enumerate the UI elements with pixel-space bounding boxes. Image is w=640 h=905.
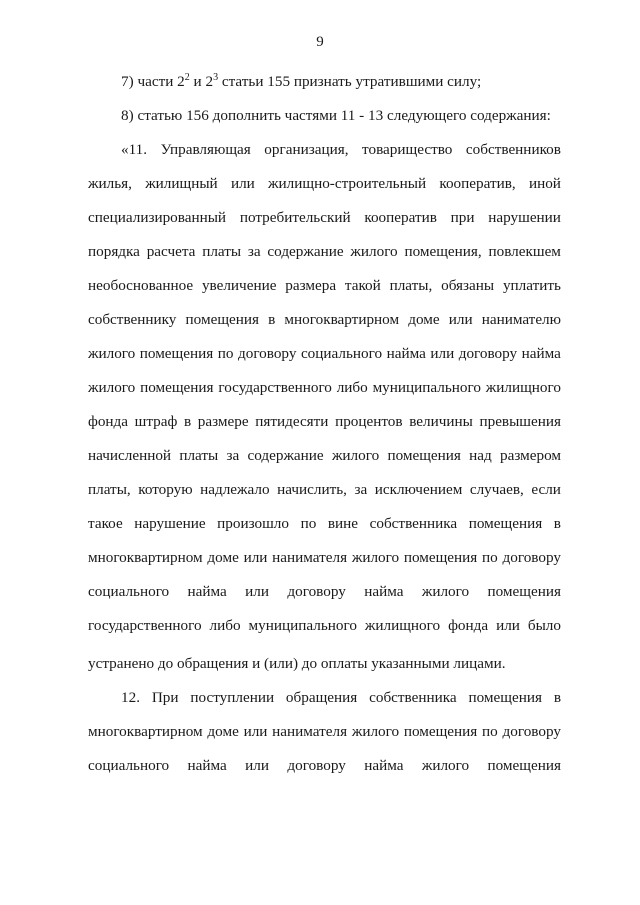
- word: помещения: [468, 689, 542, 706]
- word: Управляющая: [160, 141, 251, 158]
- word: многоквартирном: [284, 311, 400, 328]
- word: нанимателя: [272, 549, 348, 566]
- word: платы: [202, 243, 242, 260]
- word: по: [300, 515, 317, 532]
- paragraph-11-last-line: устранено до обращения и (или) до оплаты указанными лицами.: [88, 655, 506, 672]
- word: помещения: [139, 345, 214, 362]
- word: надлежало: [200, 481, 270, 498]
- word: помещения: [403, 723, 478, 740]
- word: кооператив: [364, 209, 437, 226]
- word: многоквартирном: [88, 723, 203, 740]
- word: по: [217, 345, 234, 362]
- text-line: [121, 140, 561, 160]
- word: такой: [344, 277, 381, 294]
- word: жилья,: [88, 175, 132, 192]
- word: найма: [386, 345, 426, 362]
- word: доме: [207, 549, 239, 566]
- word: такое: [88, 515, 123, 532]
- word: содержание: [247, 447, 324, 464]
- word: жилого: [351, 549, 400, 566]
- word: доме: [408, 311, 440, 328]
- word: или: [243, 723, 268, 740]
- text-line: [88, 412, 561, 432]
- word: «11.: [121, 141, 148, 158]
- text-line: [88, 548, 561, 568]
- word: фонда: [88, 413, 129, 430]
- word: обращения: [285, 689, 358, 706]
- word: жилого: [350, 243, 398, 260]
- word: договору: [458, 345, 518, 362]
- word: необоснованное: [88, 277, 194, 294]
- text-line: [88, 378, 561, 398]
- word: договору: [238, 345, 297, 362]
- word: нарушение: [134, 515, 206, 532]
- word: или: [448, 311, 473, 328]
- word: превышения: [479, 413, 561, 430]
- word: платы,: [88, 481, 131, 498]
- word: по: [482, 549, 498, 566]
- word: или: [245, 583, 270, 600]
- word: за: [247, 243, 261, 260]
- word: увеличение: [201, 277, 277, 294]
- word: кооператив,: [439, 175, 516, 192]
- word: если: [531, 481, 561, 498]
- text-line: [88, 722, 561, 742]
- word: по: [482, 723, 498, 740]
- word: нанимателя: [272, 723, 348, 740]
- word: платы: [179, 447, 219, 464]
- word: процентов: [335, 413, 403, 430]
- word: потребительский: [239, 209, 351, 226]
- word: помещения,: [404, 243, 482, 260]
- word: помещения: [185, 311, 259, 328]
- text-line: [88, 242, 561, 262]
- word: штраф: [134, 413, 178, 430]
- word: начисленной: [88, 447, 172, 464]
- word: в: [553, 515, 561, 532]
- word: вине: [327, 515, 359, 532]
- word: жилого: [421, 757, 470, 774]
- word: специализированный: [88, 209, 227, 226]
- word: поступлении: [190, 689, 275, 706]
- word: в: [553, 689, 561, 706]
- word: либо: [336, 379, 368, 396]
- word: фонда: [448, 617, 489, 634]
- word: платы,: [389, 277, 433, 294]
- text-line: [88, 344, 561, 364]
- word: жилищный: [145, 175, 218, 192]
- word: найма: [187, 757, 227, 774]
- word: При: [151, 689, 179, 706]
- word: в: [268, 311, 276, 328]
- word: или: [230, 175, 255, 192]
- text-line: [88, 208, 561, 228]
- word: помещения: [487, 583, 561, 600]
- word: жилищно-строительный: [268, 175, 427, 192]
- word: государственного: [88, 617, 202, 634]
- word: многоквартирном: [88, 549, 203, 566]
- word: или: [243, 549, 268, 566]
- word: собственнику: [88, 311, 177, 328]
- word: начислить,: [277, 481, 347, 498]
- word: договору: [287, 757, 346, 774]
- word: повлекшем: [488, 243, 561, 260]
- word: случаев,: [469, 481, 524, 498]
- word: расчета: [146, 243, 196, 260]
- word: социального: [88, 583, 170, 600]
- word: обязаны: [441, 277, 495, 294]
- word: пятидесяти: [255, 413, 329, 430]
- word: жилого: [331, 447, 380, 464]
- word: жилого: [351, 723, 400, 740]
- word: помещения: [387, 447, 461, 464]
- word: муниципального: [248, 617, 357, 634]
- word: которую: [138, 481, 193, 498]
- text-line: [88, 276, 561, 296]
- word: собственника: [369, 515, 458, 532]
- word: государственного: [218, 379, 332, 396]
- word: собственников: [465, 141, 561, 158]
- word: произошло: [217, 515, 289, 532]
- word: в: [183, 413, 192, 430]
- word: нанимателю: [481, 311, 561, 328]
- word: размера: [285, 277, 337, 294]
- word: найма: [187, 583, 227, 600]
- word: социального: [88, 757, 170, 774]
- word: организация,: [264, 141, 349, 158]
- word: 12.: [121, 689, 140, 706]
- text-line: [88, 480, 561, 500]
- word: найма: [364, 757, 404, 774]
- page-number: 9: [316, 34, 324, 50]
- text-line: [88, 582, 561, 602]
- word: социального: [300, 345, 383, 362]
- item-7: 7) части $2^2$ и $2^3$ статьи 155 признать утратившими силу;: [121, 71, 482, 90]
- word: помещения: [403, 549, 478, 566]
- word: помещения: [468, 515, 543, 532]
- text-line: [88, 514, 561, 534]
- word: или: [430, 345, 455, 362]
- word: жилого: [421, 583, 470, 600]
- word: или: [496, 617, 520, 634]
- text-line: [88, 756, 561, 776]
- word: размере: [197, 413, 249, 430]
- word: жилищного: [364, 617, 441, 634]
- word: договору: [502, 723, 561, 740]
- text-line: [88, 174, 561, 194]
- item-8: 8) статью 156 дополнить частями 11 - 13 следующего содержания:: [121, 107, 551, 124]
- word: либо: [209, 617, 241, 634]
- text-line: [88, 446, 561, 466]
- text-line: [121, 688, 561, 708]
- word: договору: [502, 549, 561, 566]
- word: товарищество: [362, 141, 453, 158]
- word: помещения: [487, 757, 561, 774]
- word: за: [226, 447, 240, 464]
- word: величины: [409, 413, 473, 430]
- word: над: [469, 447, 492, 464]
- word: или: [245, 757, 270, 774]
- word: жилого: [88, 379, 136, 396]
- word: собственника: [369, 689, 457, 706]
- word: найма: [521, 345, 561, 362]
- word: доме: [207, 723, 239, 740]
- word: договору: [287, 583, 346, 600]
- word: муниципального: [372, 379, 481, 396]
- word: жилищного: [485, 379, 561, 396]
- word: исключением: [374, 481, 463, 498]
- word: порядка: [88, 243, 140, 260]
- word: размером: [500, 447, 561, 464]
- word: иной: [528, 175, 561, 192]
- word: нарушении: [488, 209, 561, 226]
- word: содержание: [267, 243, 344, 260]
- word: за: [354, 481, 368, 498]
- word: было: [527, 617, 561, 634]
- text-line: [88, 616, 561, 636]
- word: найма: [364, 583, 404, 600]
- text-line: [88, 310, 561, 330]
- word: уплатить: [502, 277, 561, 294]
- word: жилого: [88, 345, 136, 362]
- word: при: [450, 209, 475, 226]
- word: помещения: [140, 379, 214, 396]
